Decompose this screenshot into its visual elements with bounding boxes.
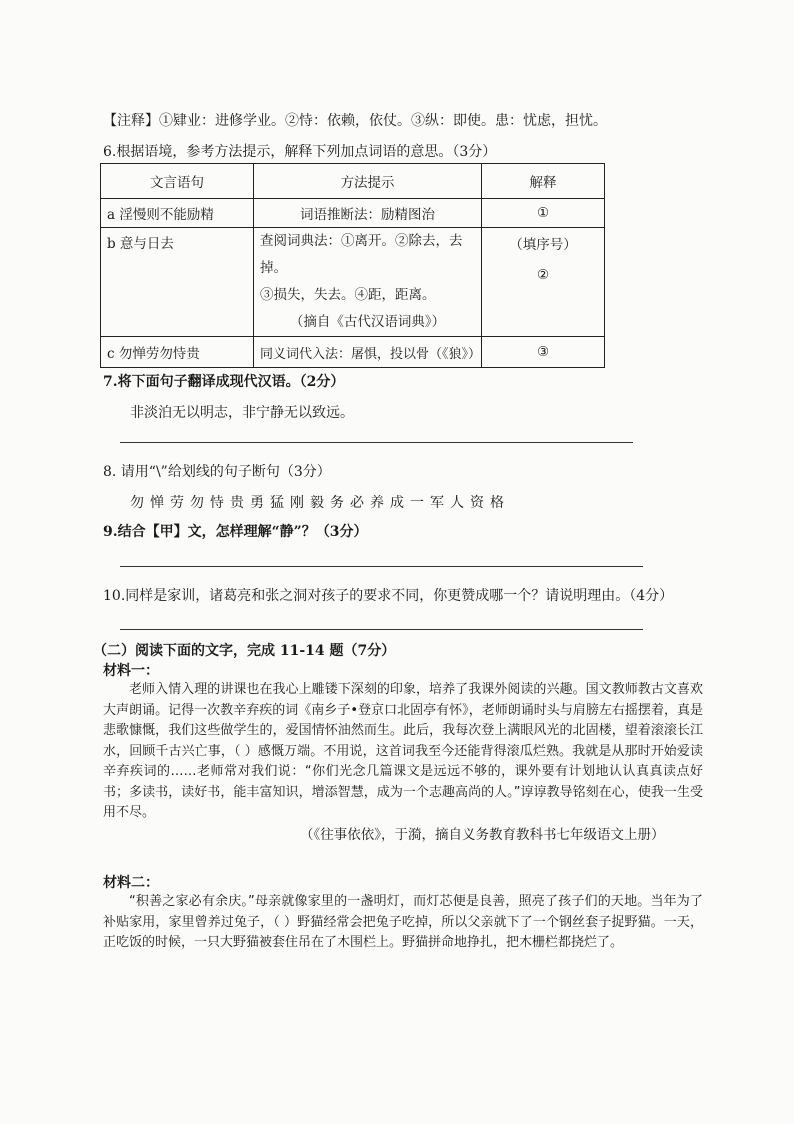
row-b-answer-cell[interactable] [482, 228, 605, 337]
answer-line-q9[interactable] [120, 566, 643, 567]
table-header-answer: 解释 [482, 164, 605, 199]
question-6-table [100, 163, 605, 368]
question-6-prompt: 6.根据语境，参考方法提示，解释下列加点词语的意思。（3分） [103, 144, 497, 160]
row-b-method-source: （摘自《古代汉语词典》） [289, 314, 446, 330]
row-b-sentence: b 意与日去 [101, 228, 254, 337]
material-1-source: （《往事依依》，于漪，摘自义务教育教科书七年级语文上册） [300, 827, 665, 843]
question-8-prompt: 8. 请用“\”给划线的句子断句（3分） [103, 464, 331, 480]
row-b-method-line2: ③损失，失去。④距，距离。 [260, 287, 436, 303]
material-2-text: “积善之家必有余庆。”母亲就像家里的一盏明灯，而灯芯便是良善，照亮了孩子们的天地。当年为了补贴家用，家里曾养过兔子，（ ）野猫经常会把兔子吃掉，所以父亲就下了一个钢丝套子捉野猫。一天，正吃饭的时候，一只大野猫被套住吊在了木围栏上。野猫拼命地挣扎，把木栅栏都挠烂了。 [103, 894, 703, 950]
material-1-label: 材料一： [103, 663, 159, 679]
row-b-answer-blank[interactable]: ② [536, 267, 550, 283]
question-7-prompt: 7.将下面句子翻译成现代汉语。（2分） [103, 374, 345, 390]
question-9-prompt: 9.结合【甲】文，怎样理解“静”？（3分） [103, 524, 368, 540]
material-2-label: 材料二： [103, 875, 159, 891]
row-c-sentence: c 勿惮劳勿恃贵 [101, 337, 254, 368]
row-a-answer-blank[interactable]: ① [482, 199, 605, 228]
row-b-method [254, 228, 482, 337]
material-1-text: 老师入情入理的讲课也在我心上雕镂下深刻的印象，培养了我课外阅读的兴趣。国文教师教古文喜欢大声朗诵。记得一次教辛弃疾的词《南乡子•登京口北固亭有怀》，老师朗诵时头与肩膀左右摇摆着，真是悲歌慷慨，我们这些做学生的，爱国情怀油然而生。此后，我每次登上满眼风光的北固楼，望着滚滚长江水，回顾千古兴亡事，（ ）感慨万端。不用说，这首词我至今还能背得滚瓜烂熟。我就是从那时开始爱读辛弃疾词的……老师常对我们说：“你们光念几篇课文是远远不够的，课外要有计划地认认真真读点好书；多读书，读好书，能丰富知识，增添智慧，成为一个志趣高尚的人。”谆谆教导铭刻在心，使我一生受用不尽。 [103, 682, 703, 820]
table-row [101, 337, 605, 368]
row-b-method-line1: 查阅词典法：①离开。②除去，去掉。 [260, 233, 463, 276]
row-a-sentence: a 淫慢则不能励精 [101, 199, 254, 228]
table-row [101, 199, 605, 228]
table-header-sentence: 文言语句 [101, 164, 254, 199]
table-row [101, 228, 605, 337]
row-a-method: 词语推断法：励精图治 [254, 199, 482, 228]
question-7-sentence: 非淡泊无以明志，非宁静无以致远。 [130, 405, 354, 421]
section-2-title: （二）阅读下面的文字，完成 11-14 题（7分） [93, 643, 396, 659]
row-b-answer-hint: （填序号） [509, 237, 577, 253]
annotation-note: 【注释】①肄业：进修学业。②恃：依赖，依仗。③纵：即使。患：忧虑，担忧。 [103, 113, 607, 129]
answer-line-q10[interactable] [120, 629, 643, 630]
table-header-method: 方法提示 [254, 164, 482, 199]
question-10-prompt: 10.同样是家训，诸葛亮和张之洞对孩子的要求不同，你更赞成哪一个？请说明理由。（4分） [103, 588, 674, 604]
row-c-answer-blank[interactable]: ③ [482, 337, 605, 368]
question-8-sentence: 勿惮劳勿恃贵勇猛刚毅务必养成一军人资格 [130, 495, 510, 511]
answer-line-q7[interactable] [120, 442, 633, 443]
row-c-method: 同义词代入法：屠惧，投以骨（《狼》） [254, 337, 482, 368]
